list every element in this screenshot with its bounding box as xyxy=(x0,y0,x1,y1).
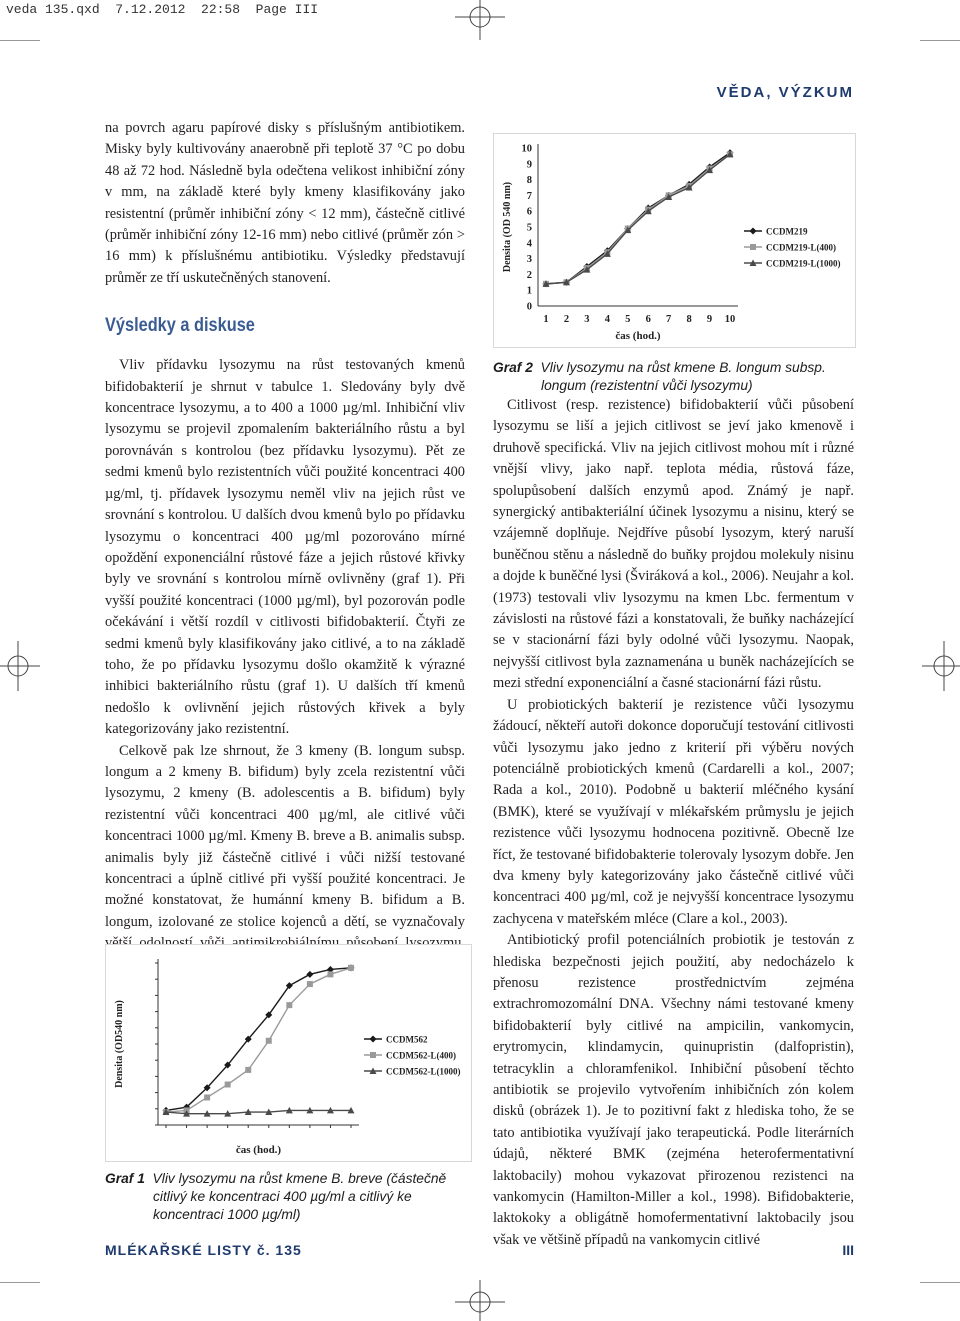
left-column xyxy=(105,118,465,997)
x-tick-label: 1 xyxy=(543,314,549,325)
graph-2-chart xyxy=(494,134,855,347)
data-point-diamond xyxy=(306,971,313,978)
graph-2-caption xyxy=(493,359,858,395)
data-point-square xyxy=(370,1052,376,1058)
series-line xyxy=(166,968,351,1111)
y-tick-label: 3 xyxy=(526,254,532,266)
data-point-square xyxy=(307,981,313,987)
paragraph: Vliv přídavku lysozymu na růst testovaných kmenů bifidobakterií je shrnut v tabulce 1. Sledovány byly dvě koncentrace lysozymu, a to 400 a 1000 µg/ml. Inhibiční vliv lysozymu se projevil zpomalením bakteriálního růstu a byl porovnáván s kontrolou (bez přídavku lysozymu). Pět ze sedmi kmenů bylo rezistentních vůči použité koncentraci 400 µg/ml, tj. přídavek lysozymu neměl vliv na jejich růst ve srovnání s kontrolou. U dalších dvou kmenů bylo po přídavku lysozymu o koncentraci 400 µg/ml pozorováno mírné opoždění exponenciální růstové fáze a jejich růstové křivky byly ve srovnání s kontrolou mírně ovlivněny (graf 1). Při vyšší použité koncentraci (1000 µg/ml), byl pozorován podle očekávání i větší rozdíl v citlivosti bifidobakterií. Čtyři ze sedmi kmenů byly klasifikovány jako citlivé, a to na základě toho, že po přídavku lysozymu došlo okamžitě k výrazné inhibici bakteriálního růstu (graf 1). U dalších tří kmenů nedošlo k ovlivnění jejich růstových křivek a byly kategorizovány jako rezistentní. xyxy=(105,357,465,738)
y-tick-label: 2 xyxy=(526,269,532,281)
x-axis-label: čas (hod.) xyxy=(235,1144,282,1156)
crop-line-top-right xyxy=(920,40,960,41)
print-slug: veda 135.qxd 7.12.2012 22:58 Page III xyxy=(6,2,319,17)
legend-entry: CCDM562-L(400) xyxy=(386,1050,456,1061)
graph-1 xyxy=(105,944,472,1162)
crop-line-bottom-left xyxy=(0,1282,40,1283)
x-axis-label: čas (hod.) xyxy=(615,330,661,342)
x-tick-label: 6 xyxy=(645,314,651,325)
graph-1-chart xyxy=(106,945,471,1161)
paragraph: Citlivost (resp. rezistence) bifidobakterií vůči působení lysozymu se liší a jejich citlivost se jeví jako kmenově i druhově specifická. Vliv na jejich citlivost mohou mít i různé vnější vlivy, jako např. teplota média, růstová fáze, spolupůsobení dalších enzymů apod. Známý je např. synergický antibakteriální účinek lysozymu a nisinu, který se vzájemně doplňuje. Nejdříve působí lysozym, který naruší buněčnou stěnu a následně do buňky projdou molekuly nisinu a dojde k buněčné lysi (Šviráková a kol., 2006). Neujahr a kol. (1973) testovali vliv lysozymu na kmen Lbc. fermentum v závislosti na růstové fázi a konstatovali, že buňky nacházející se v stacionární fázi byly odolné vůči lysozymu. Naopak, nejvyšší citlivost byla zaznamenána u buněk nacházejících se mezi střední exponenciální a časné stacionární fázi růstu. xyxy=(493,397,854,692)
graph-2-caption-text: Vliv lysozymu na růst kmene B. longum subsp. longum (rezistentní vůči lysozymu) xyxy=(540,360,826,393)
legend-entry: CCDM219-L(400) xyxy=(766,242,836,253)
section-heading: Výsledky a diskuse xyxy=(105,315,255,337)
registration-mark-left xyxy=(0,641,40,691)
y-tick-label: 9 xyxy=(526,159,532,171)
right-column xyxy=(493,395,854,1251)
y-tick-label: 1 xyxy=(526,285,532,297)
x-tick-label: 8 xyxy=(686,314,692,325)
legend-entry: CCDM219 xyxy=(766,226,808,237)
x-tick-label: 7 xyxy=(666,314,672,325)
y-tick-label: 8 xyxy=(526,175,532,187)
series-line xyxy=(166,968,351,1112)
paragraph: Celkově pak lze shrnout, že 3 kmeny (B. longum subsp. longum a 2 kmeny B. bifidum) byly zcela rezistentní vůči lysozymu, 2 kmeny (B. adolescentis a B. bifidum) byly rezistentní vůči koncentraci 400 µg/ml, ale citlivé vůči koncentraci 1000 µg/ml. Kmeny B. breve a B. animalis subsp. animalis byly již částečně citlivé i vůči nižší testované koncentraci a úplně citlivé při vyšší použité koncentraci. Je možné konstatovat, že humánní kmeny B. bifidum a B. longum, izolované ze stolice kojenců a dětí, se vyznačovaly xyxy=(105,742,465,930)
y-axis-label: Densita (OD 540 nm) xyxy=(502,181,513,273)
y-tick-label: 6 xyxy=(526,206,532,218)
data-point-square xyxy=(348,965,354,971)
registration-mark-bottom xyxy=(455,1280,505,1321)
x-tick-label: 5 xyxy=(625,314,631,325)
series-line xyxy=(546,154,730,284)
paragraph: U probiotických bakterií je rezistence vůči lysozymu žádoucí, někteří autoři dokonce doporučují testování citlivosti vůči lysozymu jako jedno z kriterií při výběru nových potenciálně probiotických kmenů (Cardarelli a kol., 2007; Rada a kol., 2010). Podobně u bakterií mléčného kysání (BMK), které se využívají v mlékařském průmyslu je jejich rezistence vůči lysozymu hodnocena pozitivně. Obecně lze říct, že testované bifidobakterie tolerovaly lysozym dobře. Jen dva kmeny byly kategorizovány jako částečně citlivé vůči koncentraci 400 µg/ml, což je nejvyšší koncentrace lysozymu zachycena v mateřském mléce (Clare a kol., 2003). xyxy=(493,696,854,927)
data-point-square xyxy=(204,1094,210,1100)
data-point-square xyxy=(327,971,333,977)
x-tick-label: 9 xyxy=(706,314,713,325)
data-point-square xyxy=(225,1082,231,1088)
graph-1-caption-text: Vliv lysozymu na růst kmene B. breve (částečně citlivý ke koncentraci 400 µg/ml a citlivý ke koncentraci 1000 µg/ml) xyxy=(152,1171,447,1222)
legend-entry: CCDM562 xyxy=(386,1034,428,1045)
x-tick-label: 10 xyxy=(724,314,736,325)
y-tick-label: 0 xyxy=(526,301,532,313)
data-point-square xyxy=(286,1002,292,1008)
graph-1-caption xyxy=(105,1170,475,1224)
registration-mark-right xyxy=(922,641,960,691)
crop-line-bottom-right xyxy=(920,1282,960,1283)
section-header: VĚDA, VÝZKUM xyxy=(716,84,854,101)
legend-entry: CCDM562-L(1000) xyxy=(386,1066,461,1077)
y-tick-label: 7 xyxy=(526,190,532,202)
graph-2 xyxy=(493,133,856,348)
paragraph: na povrch agaru papírové disky s příslušným antibiotikem. Misky byly kultivovány anaerobně při teplotě 37 °C po dobu 48 až 72 hod. Následně byla odečtena velikost inhibiční zóny v mm, na základě které byly kmeny klasifikovány jako resistentní (průměr inhibiční zóny < 12 mm), částečně citlivé (průměr inhibiční zóny 12-16 mm) nebo citlivé (průměr zón > 16 mm) k příslušnému antibiotiku. Výsledky představují průměr ze tří uskutečněných stanovení. xyxy=(105,120,465,286)
series-line xyxy=(166,1110,351,1113)
paragraph: Antibiotický profil potenciálních probiotik je testován z hlediska bezpečnosti jejich použití, aby nedocházelo k přenosu rezistence prostřednictvím zejména extrachromozomální DNA. Všechny námi testované kmeny bifidobakterií byly citlivé na ampicilin, vankomycin, erytromycin, klindamycin, quinupristin (dalfopristin), tetracyklin a chloramfenikol. Inhibiční působení těchto antibiotik se projevilo vytvořením inhibičních zón kolem disků (obrázek 1). Je to pozitivní fakt z hlediska toho, že se tato antibiotika využívají jako terapeutická. Podle literárních údajů, některé BMK (zejména heterofermentativní laktobacily) mohou vykazovat přirozenou rezistenci na vankomycin (Hamilton-Miller a kol., 1998). Bifidobakterie, laktokoky a obligátně homofermentativní laktobacily jsou však ve většině případů na vankomycin citlivé xyxy=(493,932,854,1248)
data-point-square xyxy=(266,1038,272,1044)
data-point-square xyxy=(245,1067,251,1073)
data-point-diamond xyxy=(750,228,757,235)
x-tick-label: 4 xyxy=(604,314,610,325)
crop-line-top-left xyxy=(0,40,40,41)
data-point-square xyxy=(750,244,756,250)
graph-1-caption-label: Graf 1 xyxy=(105,1171,145,1186)
legend-entry: CCDM219-L(1000) xyxy=(766,258,841,269)
footer-journal: MLÉKAŘSKÉ LISTY č. 135 xyxy=(105,1242,302,1258)
y-tick-label: 5 xyxy=(526,222,532,234)
y-axis-label: Densita (OD540 nm) xyxy=(114,1000,125,1088)
registration-mark-top xyxy=(455,0,505,40)
graph-2-caption-label: Graf 2 xyxy=(493,360,533,375)
data-point-diamond xyxy=(370,1036,377,1043)
x-tick-label: 3 xyxy=(584,314,590,325)
y-tick-label: 10 xyxy=(521,143,532,155)
x-tick-label: 2 xyxy=(563,314,570,325)
footer-page-number: III xyxy=(842,1242,854,1258)
y-tick-label: 4 xyxy=(526,238,532,250)
